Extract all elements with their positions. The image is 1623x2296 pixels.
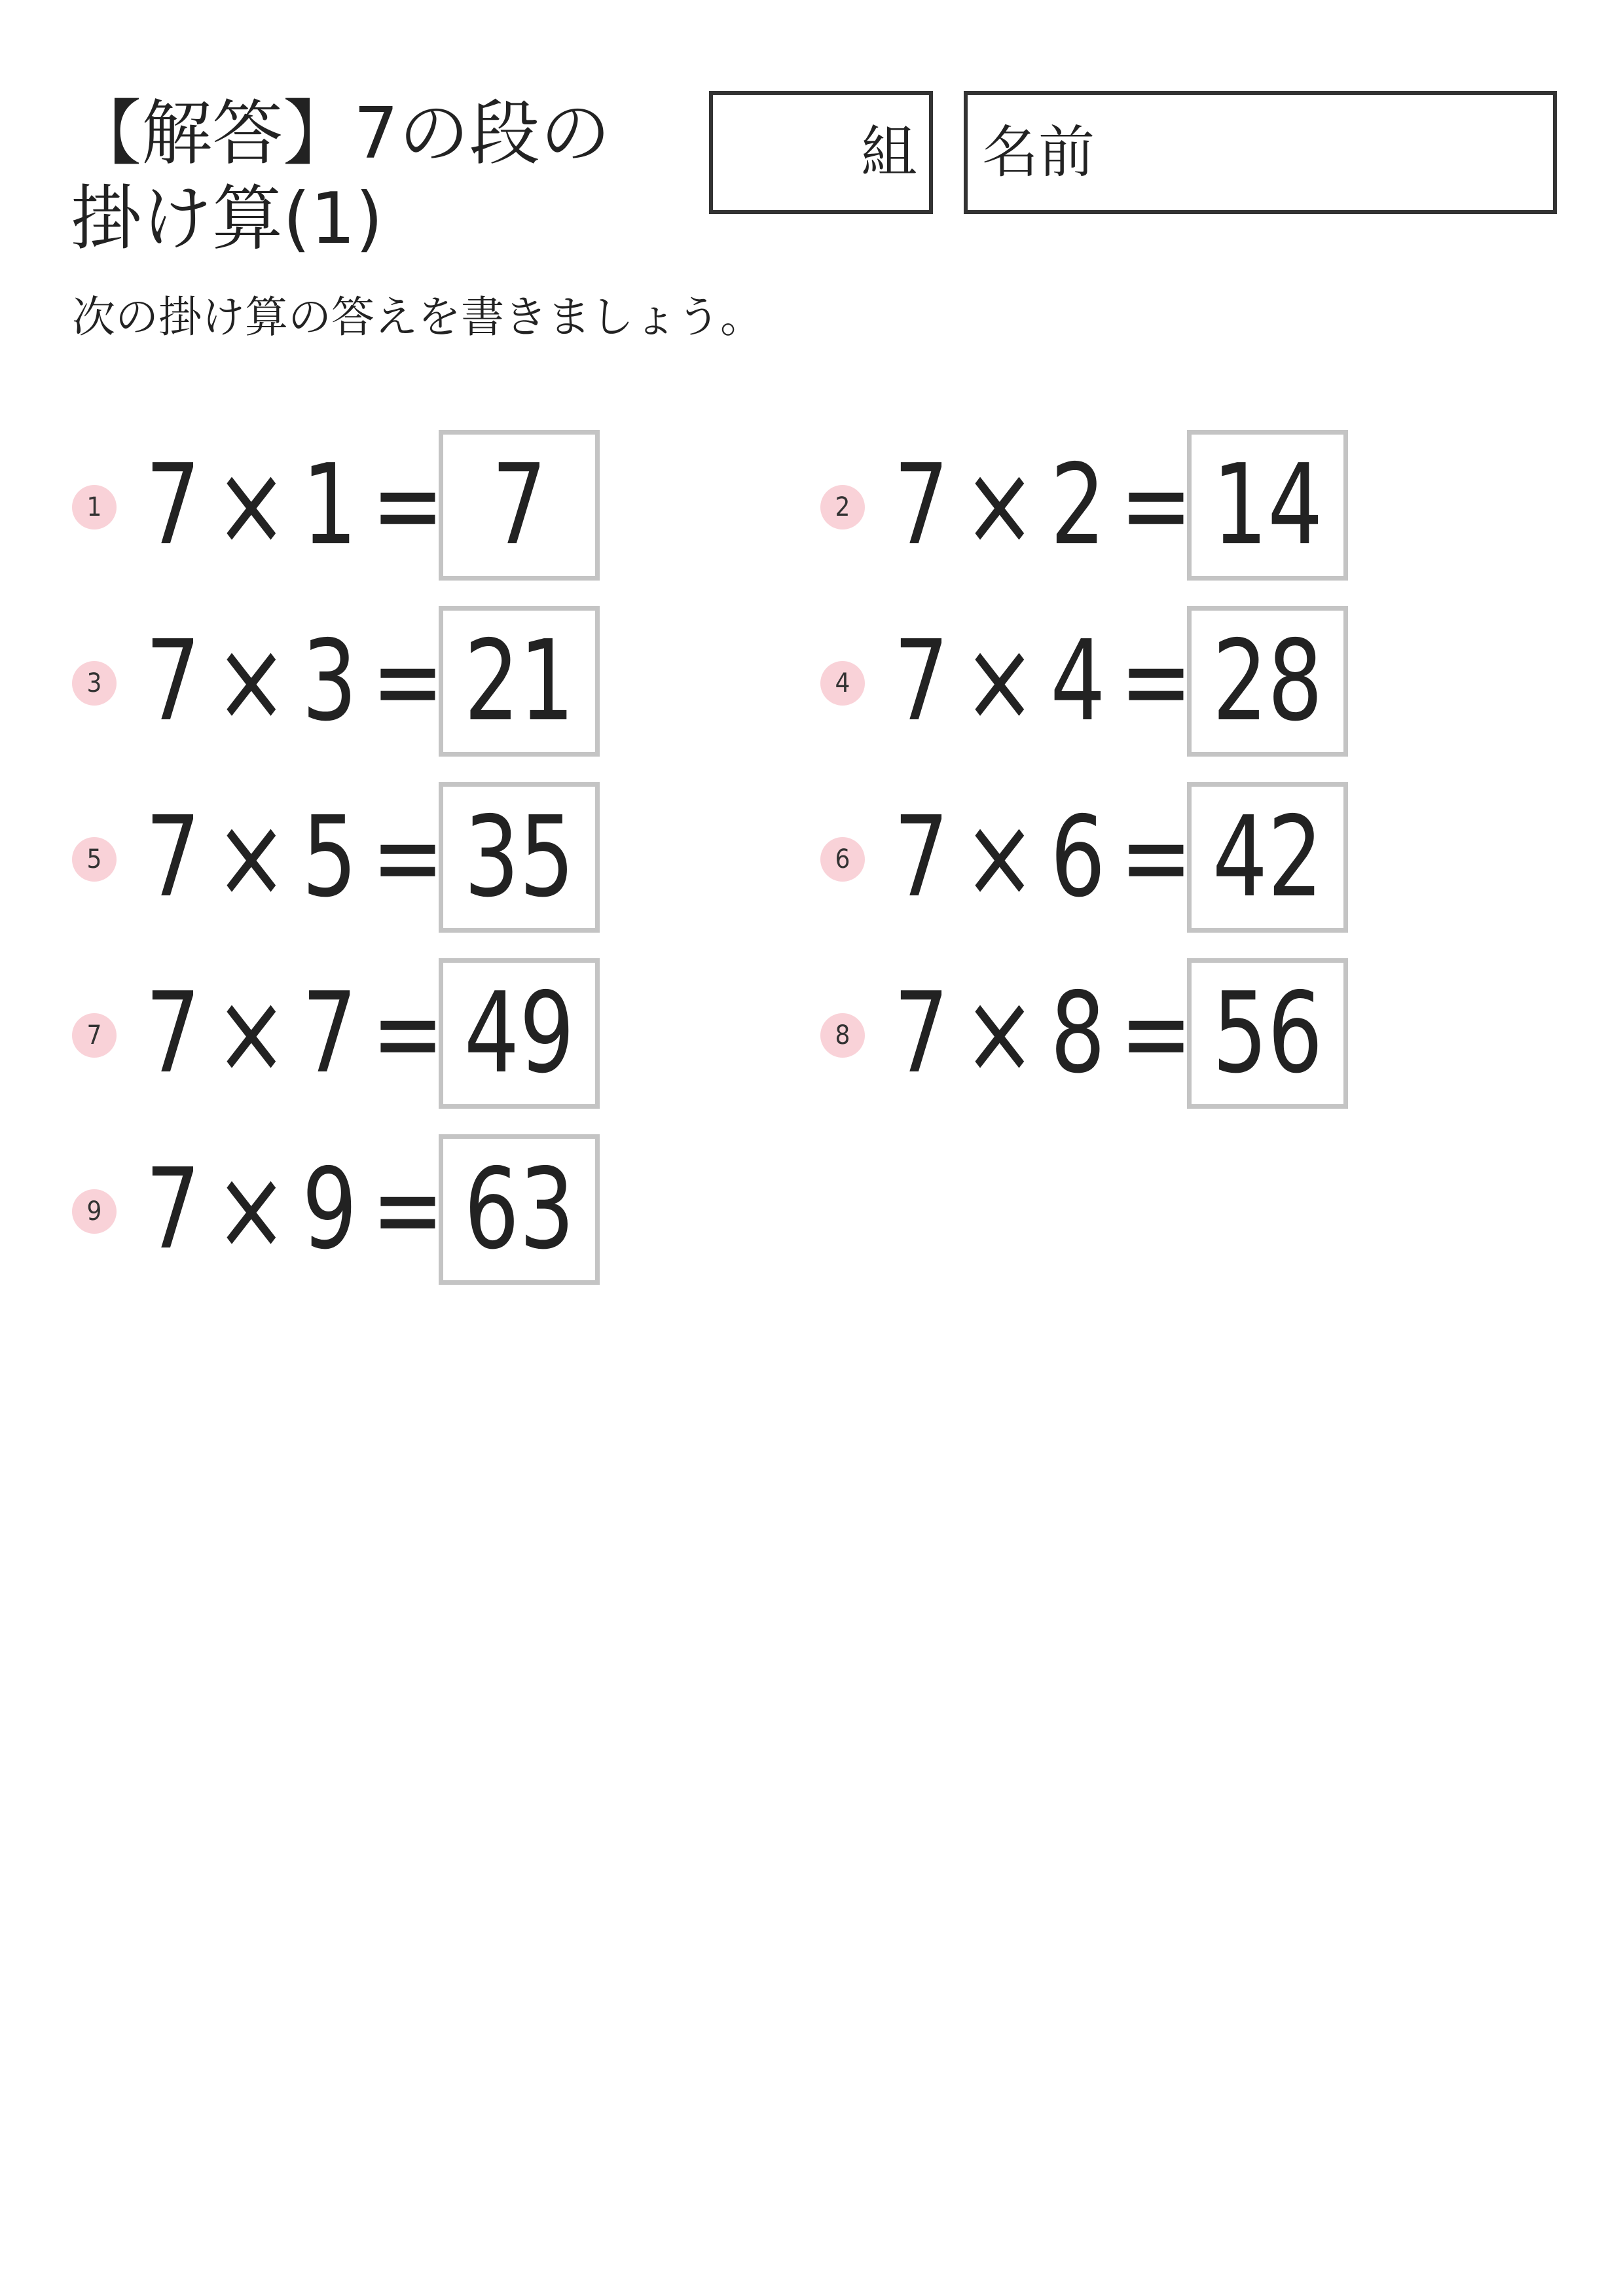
title-line-2: 掛け算(1)	[71, 178, 383, 260]
equals-sign: =	[1120, 793, 1193, 922]
multiplier: 2	[1050, 440, 1106, 570]
problem-number-badge: 6	[820, 837, 865, 882]
equals-sign: =	[1120, 440, 1193, 570]
times-sign: ×	[215, 793, 288, 922]
equation	[894, 430, 1207, 581]
equals-sign: =	[371, 793, 445, 922]
answer-value: 63	[464, 1145, 575, 1274]
times-sign: ×	[215, 969, 288, 1098]
answer-value: 7	[491, 440, 547, 570]
multiplier: 9	[302, 1145, 357, 1274]
multiplier: 3	[302, 617, 357, 746]
problem-number-badge: 7	[72, 1013, 117, 1058]
equation	[145, 958, 458, 1109]
problem-number-badge: 8	[820, 1013, 865, 1058]
equation	[894, 606, 1207, 757]
instruction-text: 次の掛け算の答えを書きましょう。	[72, 292, 763, 342]
equals-sign: =	[1120, 617, 1193, 746]
answer-box[interactable]	[1187, 782, 1348, 933]
multiplicand: 7	[145, 793, 201, 922]
multiplier: 7	[302, 969, 357, 1098]
times-sign: ×	[215, 440, 288, 570]
name-label: 名前	[982, 120, 1095, 185]
multiplicand: 7	[145, 1145, 201, 1274]
problem-number-badge: 3	[72, 661, 117, 706]
problem-number-badge: 1	[72, 485, 117, 529]
equation	[145, 430, 458, 581]
answer-box[interactable]	[439, 606, 600, 757]
equals-sign: =	[1120, 969, 1193, 1098]
equation	[145, 606, 458, 757]
equals-sign: =	[371, 617, 445, 746]
multiplicand: 7	[145, 969, 201, 1098]
problem-number-badge: 4	[820, 661, 865, 706]
title-line-1: 【解答】7の段の	[71, 93, 611, 175]
class-field[interactable]	[709, 91, 933, 214]
problem-number-badge: 9	[72, 1189, 117, 1234]
answer-value: 21	[464, 617, 575, 746]
answer-value: 14	[1212, 440, 1323, 570]
answer-box[interactable]	[1187, 430, 1348, 581]
multiplier: 1	[302, 440, 357, 570]
equals-sign: =	[371, 440, 445, 570]
times-sign: ×	[963, 969, 1036, 1098]
answer-box[interactable]	[439, 958, 600, 1109]
equals-sign: =	[371, 969, 445, 1098]
equals-sign: =	[371, 1145, 445, 1274]
times-sign: ×	[963, 793, 1036, 922]
name-field[interactable]	[964, 91, 1557, 214]
equation	[145, 782, 458, 933]
problem-number-badge: 2	[820, 485, 865, 529]
problem-number-badge: 5	[72, 837, 117, 882]
answer-box[interactable]	[1187, 958, 1348, 1109]
answer-value: 49	[464, 969, 575, 1098]
answer-box[interactable]	[439, 782, 600, 933]
multiplier: 5	[302, 793, 357, 922]
times-sign: ×	[215, 617, 288, 746]
times-sign: ×	[963, 440, 1036, 570]
answer-box[interactable]	[439, 1134, 600, 1285]
multiplicand: 7	[145, 617, 201, 746]
multiplicand: 7	[894, 440, 949, 570]
answer-box[interactable]	[1187, 606, 1348, 757]
multiplicand: 7	[894, 793, 949, 922]
answer-value: 35	[464, 793, 575, 922]
times-sign: ×	[963, 617, 1036, 746]
equation	[894, 782, 1207, 933]
multiplicand: 7	[894, 617, 949, 746]
times-sign: ×	[215, 1145, 288, 1274]
answer-box[interactable]	[439, 430, 600, 581]
answer-value: 42	[1212, 793, 1323, 922]
class-label: 組	[861, 120, 917, 185]
multiplicand: 7	[894, 969, 949, 1098]
multiplier: 6	[1050, 793, 1106, 922]
multiplier: 4	[1050, 617, 1106, 746]
equation	[145, 1134, 458, 1285]
answer-value: 56	[1212, 969, 1323, 1098]
worksheet-title	[71, 92, 611, 262]
equation	[894, 958, 1207, 1109]
multiplier: 8	[1050, 969, 1106, 1098]
multiplicand: 7	[145, 440, 201, 570]
answer-value: 28	[1212, 617, 1323, 746]
